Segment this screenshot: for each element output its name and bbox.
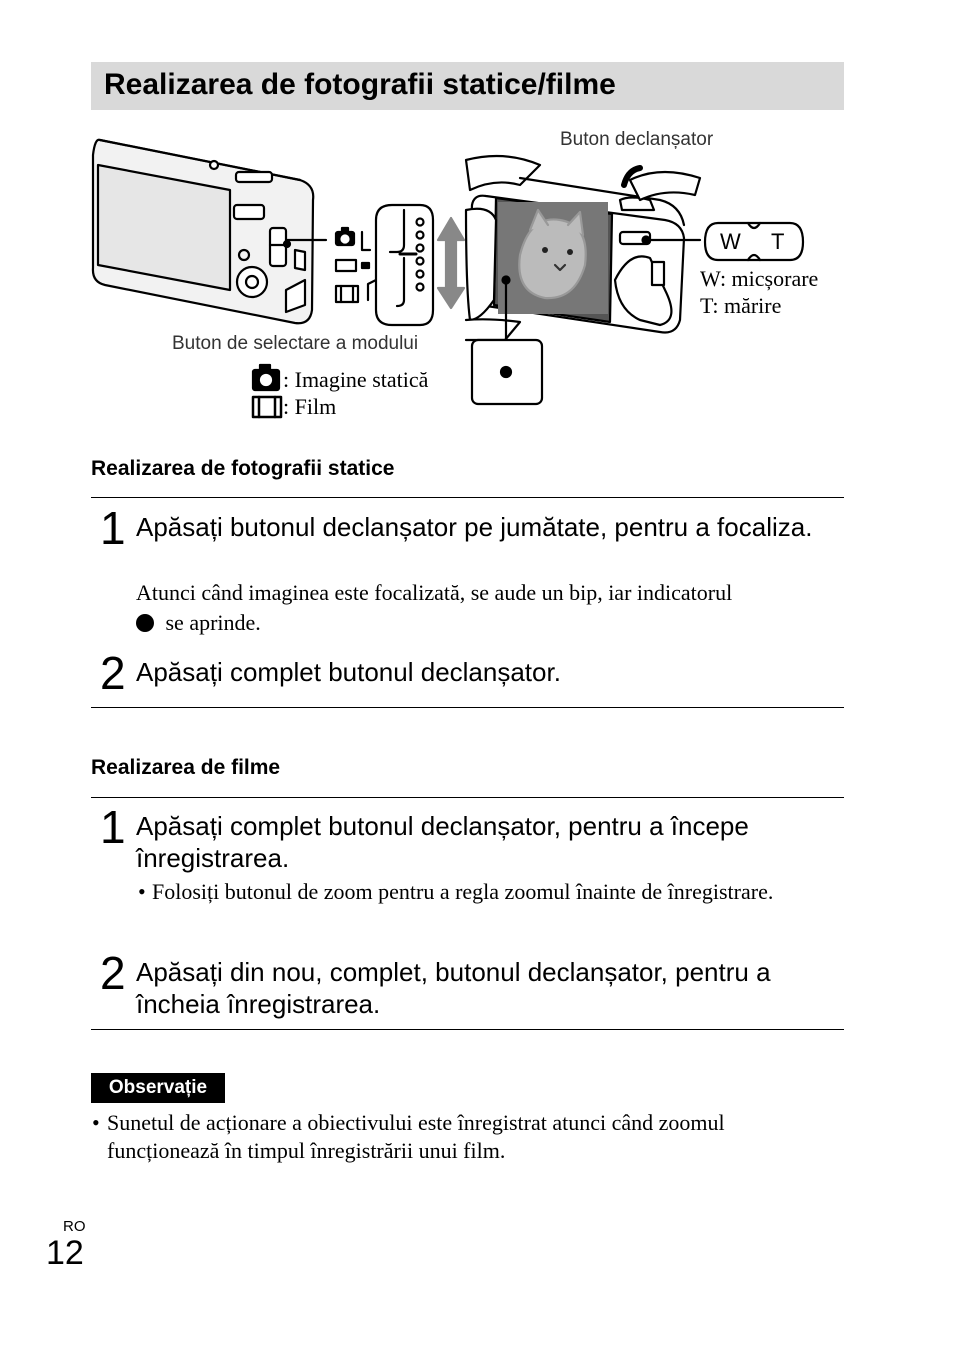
still-image-mode-label: : Imagine statică [283, 367, 429, 392]
photo-step1-detail-b: se aprinde. [160, 610, 261, 635]
photo-step2-text: Apăsați complet butonul declanșator. [136, 657, 561, 687]
movie-step2-text: Apăsați din nou, complet, butonul declanșator, pentru a încheia înregistrarea. [136, 957, 771, 1019]
divider [91, 1029, 844, 1030]
photo-step1-text: Apăsați butonul declanșator pe jumătate, pentru a focaliza. [136, 512, 813, 542]
step-number: 1 [100, 502, 126, 554]
photo-step1-detail [136, 578, 844, 638]
divider [91, 797, 844, 798]
zoom-w-description: W: micșorare [700, 266, 819, 291]
movie-section-heading: Realizarea de filme [91, 756, 281, 779]
language-code: RO [63, 1218, 86, 1235]
movie-step1-bullet: Folosiți butonul de zoom pentru a regla zoomul înainte de înregistrare. [152, 879, 774, 904]
step-number: 2 [100, 647, 126, 699]
mode-selector-label: Buton de selectare a modului [172, 333, 419, 354]
zoom-t-key: T [771, 229, 785, 254]
photo-step1-detail-a: Atunci când imaginea este focalizată, se aude un bip, iar indicatorul [136, 580, 733, 605]
bullet-glyph: • [138, 879, 146, 904]
note-badge: Observație [91, 1073, 225, 1103]
page-number: 12 [46, 1234, 84, 1272]
bullet-glyph: • [92, 1110, 100, 1135]
focus-indicator-icon [136, 614, 154, 632]
zoom-t-description: T: mărire [700, 293, 782, 318]
step-number: 1 [100, 801, 126, 853]
note-bullet: Sunetul de acționare a obiectivului este înregistrat atunci când zoomul funcționează în timpul înregistrării unui film. [107, 1110, 725, 1163]
divider [91, 707, 844, 708]
zoom-w-key: W [720, 229, 741, 254]
movie-step1-text: Apăsați complet butonul declanșator, pentru a începe înregistrarea. [136, 811, 749, 873]
step-number: 2 [100, 947, 126, 999]
divider [91, 497, 844, 498]
photo-section-heading: Realizarea de fotografii statice [91, 457, 395, 480]
movie-mode-label: : Film [283, 394, 337, 419]
section-title: Realizarea de fotografii statice/filme [104, 68, 616, 101]
shutter-button-label: Buton declanșator [560, 129, 714, 150]
